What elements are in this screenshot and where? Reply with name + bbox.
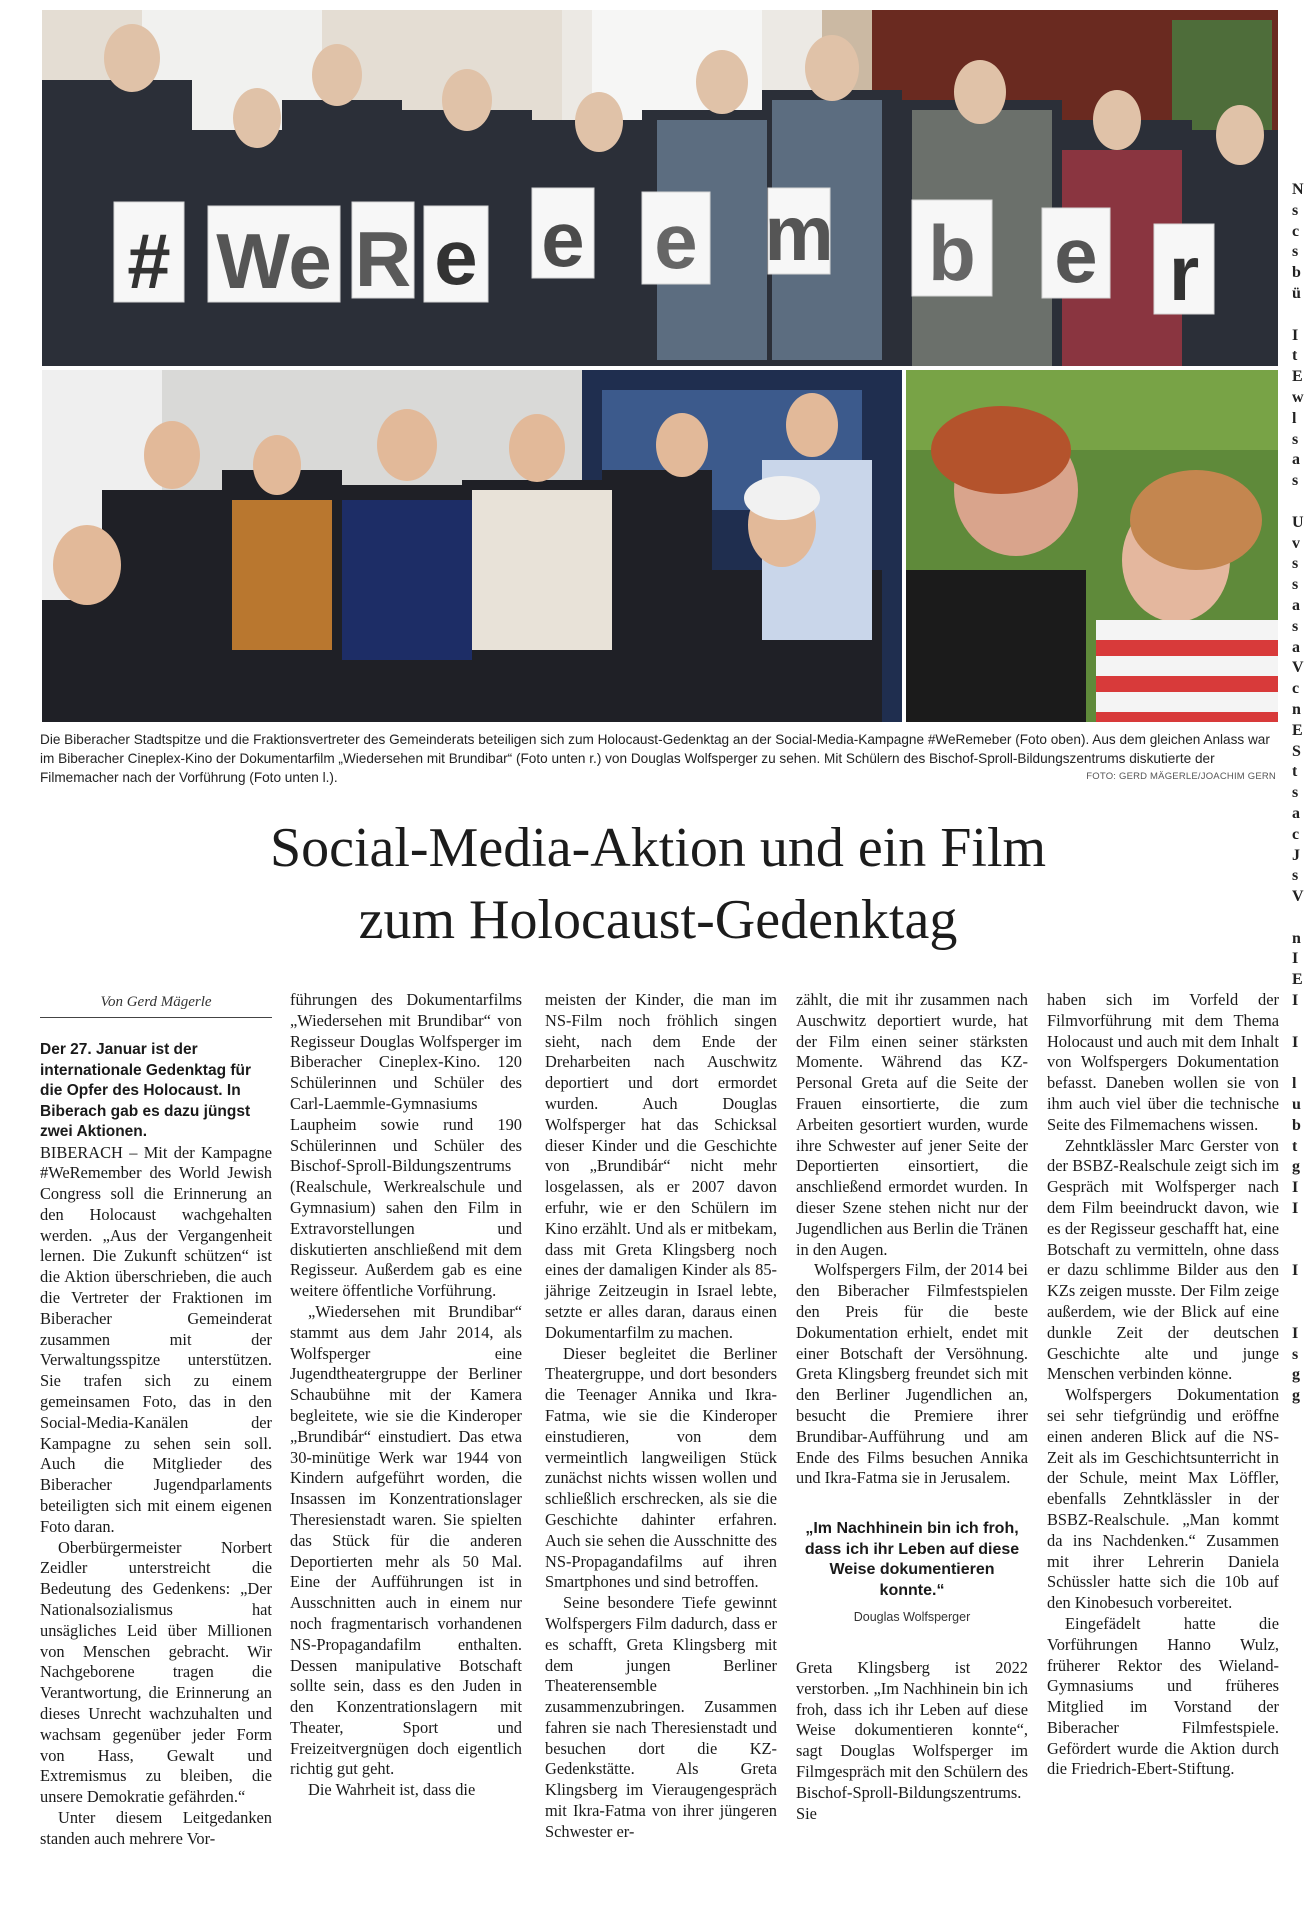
edge-letter [1292, 492, 1300, 513]
photo-credit: FOTO: GERD MÄGERLE/JOACHIM GERN [1086, 771, 1276, 782]
edge-letter [1292, 1012, 1300, 1033]
photo-students-discussion [42, 370, 902, 722]
edge-letter [1292, 1282, 1300, 1303]
photo-weremember-group [42, 10, 1278, 366]
edge-letter: S [1292, 742, 1301, 760]
edge-letter: I [1292, 950, 1299, 968]
photo-caption: Die Biberacher Stadtspitze und die Fraktionsvertreter des Gemeinderats beteiligen sich zum Holocaust-Gedenktag an der Social-Media-Kampagne #WeRemeber (Foto oben). Aus dem gleichen Anlass war im Biberacher Cineplex-Kino der Dokumentarfilm „Wiedersehen mit Brundibar“ (Foto unten r.) von Douglas Wolfsperger zu sehen. Mit Schülern des Bischof-Sproll-Bildungszentrums diskutierte der Filmemacher nach der Vorführung (Foto unten l.). [40, 732, 1270, 785]
letter-card-6: e [654, 197, 698, 285]
edge-letter: E [1292, 721, 1303, 739]
edge-letter: c [1292, 680, 1300, 698]
edge-letter: t [1292, 347, 1298, 365]
edge-letter: s [1292, 201, 1299, 219]
letter-card-7: m [764, 189, 834, 277]
paragraph: Wolfspergers Dokumentation sei sehr tiefgründig und eröffne einen anderen Blick auf die NS-Zeit als im Geschichtsunterricht in der Schule, meint Max Löffler, ebenfalls Zehntklässler in der BSBZ-Realschule. „Man kommt da ins Nachdenken.“ Zusammen mit ihrer Lehrerin Daniela Schüssler hatte sich die 10b auf den Kinobesuch vorbereitet. [1047, 1385, 1279, 1613]
letter-card-8: b [928, 209, 976, 297]
paragraph: Seine besondere Tiefe gewinnt Wolfspergers Film dadurch, dass er es schafft, Greta Klingsberg mit dem jungen Berliner Theaterensemble zusammenzubringen. Zusammen fahren sie nach Theresienstadt und besuchen dort die KZ-Gedenkstätte. Als Greta Klingsberg im Vieraugengespräch mit Ikra-Fatma von ihrer jüngeren Schwester er- [545, 1593, 777, 1841]
paragraph: meisten der Kinder, die man im NS-Film noch fröhlich singen sieht, nach dem Ende der Dreharbeiten nach Auschwitz deportiert und dort ermordet wurden. Auch Douglas Wolfsperger hat das Schicksal dieser Kinder und die Geschichte von „Brundibár“ nicht mehr losgelassen, als er 2007 davon erfuhr, wie er den Schülern im Kino erzählt. Und als er mitbekam, dass mit Greta Klingsberg noch eines der damaligen Kinder als 85-jährige Zeitzeugin in Israel lebte, setzte er alles daran, daraus einen Dokumentarfilm zu machen. [545, 990, 777, 1342]
edge-letter: n [1292, 700, 1301, 718]
edge-letter: s [1292, 784, 1299, 802]
letter-card-1: # [127, 217, 171, 305]
edge-letter: a [1292, 596, 1300, 614]
paragraph: „Wiedersehen mit Brundibar“ stammt aus dem Jahr 2014, als Wolfsperger eine Jugendtheatergruppe der Berliner Schaubühne mit der Kamera begleitete, wie sie die Kinderoper „Brundibár“ einstudiert. Das etwa 30-minütige Werk war 1944 von Kindern aufgeführt worden, die Insassen im Konzentrationslager Theresienstadt waren. Sie spielten das Stück für die anderen Deportierten mehr als 50 Mal. Eine der Aufführungen ist in Ausschnitten auch in einem nur noch fragmentarisch vorhandenen NS-Propagandafilm enthalten. Dessen manipulative Botschaft sollte sein, dass es den Juden in den Konzentrationslagern mit Theater, Sport und Freizeitvergnügen doch eigentlich richtig gut geht. [290, 1301, 522, 1779]
edge-letter: l [1292, 1075, 1297, 1093]
edge-letter: s [1292, 243, 1299, 261]
paragraph: Greta Klingsberg ist 2022 verstorben. „Im Nachhinein bin ich froh, dass ich ihr Leben auf diese Weise dokumentieren konnte“, sagt Douglas Wolfsperger im Filmgespräch mit den Schülern des Bischof-Sproll-Bildungszentrums. Sie [796, 1657, 1028, 1823]
edge-letter: a [1292, 804, 1300, 822]
edge-letter [1292, 1053, 1300, 1074]
letter-card-5: e [541, 195, 585, 283]
edge-letter: s [1292, 1345, 1299, 1363]
paragraph: Unter diesem Leitgedanken standen auch mehrere Vor- [40, 1808, 272, 1848]
paragraph: führungen des Dokumentarfilms „Wiedersehen mit Brundibar“ von Regisseur Douglas Wolfsperger im Biberacher Cineplex-Kino. 120 Schülerinnen und Schüler des Carl-Laemmle-Gymnasiums Laupheim sowie rund 190 Schülerinnen und Schüler des Bischof-Sproll-Bildungszentrums (Realschule, Werkrealschule und Gymnasium) sahen den Film in Extravorstellungen und diskutierten anschließend mit dem Regisseur. Außerdem gab es eine weitere öffentliche Vorführung. [290, 990, 522, 1301]
edge-letter: s [1292, 430, 1299, 448]
edge-letter: a [1292, 638, 1300, 656]
edge-letter: n [1292, 929, 1301, 947]
edge-letter: b [1292, 264, 1301, 282]
edge-letter: V [1292, 888, 1304, 906]
edge-letter [1292, 1241, 1300, 1262]
edge-letter: N [1292, 181, 1304, 198]
edge-letter: g [1292, 1387, 1300, 1405]
edge-letter: s [1292, 472, 1299, 490]
adjacent-article-edge [1292, 180, 1304, 1926]
edge-letter: b [1292, 1116, 1301, 1134]
edge-letter: I [1292, 1179, 1299, 1197]
edge-letter: s [1292, 555, 1299, 573]
edge-letter: E [1292, 971, 1303, 989]
edge-letter: s [1292, 617, 1299, 635]
edge-letter: I [1292, 1262, 1299, 1280]
edge-letter: U [1292, 513, 1304, 531]
paragraph: BIBERACH – Mit der Kampagne #WeRemember des World Jewish Congress soll die Erinnerung an den Holocaust wachgehalten werden. „Aus der Vergangenheit lernen. Die Zukunft schützen“ ist die Aktion überschrieben, die auch die Vertreter der Fraktionen im Biberacher Gemeinderat zusammen mit der Verwaltungsspitze unterstützen. Sie trafen sich zu einem gemeinsamen Foto, das in den Social-Media-Kanälen der Kampagne zu sehen sein soll. Auch die Mitglieder des Biberacher Jugendparlaments beteiligten sich mit einem eigenen Foto daran. [40, 1142, 272, 1536]
edge-letter: u [1292, 1096, 1301, 1114]
edge-letter: s [1292, 576, 1299, 594]
edge-letter [1292, 908, 1300, 929]
edge-letter: I [1292, 1200, 1299, 1218]
edge-letter: a [1292, 451, 1300, 469]
edge-letter: E [1292, 368, 1303, 386]
edge-letter: t [1292, 1137, 1298, 1155]
edge-letter: ü [1292, 284, 1301, 302]
edge-letter: J [1292, 846, 1300, 864]
edge-letter: I [1292, 326, 1299, 344]
article-column-5 [1047, 990, 1279, 1915]
paragraph: Oberbürgermeister Norbert Zeidler unterstreicht die Bedeutung des Gedenkens: „Der Nationalsozialismus hat unsägliches Leid über Millionen von Menschen gebracht. Wir Nachgeborene tragen die Verantwortung, die Erinnerung an dieses Unrecht wachzuhalten und wachsam gegenüber jeder Form von Hass, Gewalt und Extremismus zu bleiben, die unsere Demokratie gefährden.“ [40, 1537, 272, 1807]
edge-letter: w [1292, 388, 1304, 406]
edge-letter: g [1292, 1158, 1300, 1176]
article-column-3 [545, 990, 777, 1915]
edge-letter: I [1292, 992, 1299, 1010]
edge-letter: V [1292, 659, 1304, 677]
edge-letter: c [1292, 222, 1300, 240]
photo-film-still [906, 370, 1278, 722]
paragraph: haben sich im Vorfeld der Filmvorführung mit dem Thema Holocaust und auch mit dem Inhalt von Wolfspergers Dokumentation befasst. Daneben wollen sie von ihm auch viel über die technische Seite des Filmemachens wissen. [1047, 990, 1279, 1134]
paragraph: Eingefädelt hatte die Vorführungen Hanno Wulz, früherer Rektor des Wieland-Gymnasiums und früheres Mitglied im Vorstand der Biberacher Filmfestspiele. Gefördert wurde die Aktion durch die Friedrich-Ebert-Stiftung. [1047, 1613, 1279, 1779]
pull-quote-text: „Im Nachhinein bin ich froh, dass ich ihr Leben auf diese Weise dokumentieren konnte.“ [804, 1520, 1020, 1599]
letter-card-2: We [216, 217, 332, 305]
edge-letter: v [1292, 534, 1300, 552]
edge-letter [1292, 305, 1300, 326]
edge-letter: I [1292, 1324, 1299, 1342]
letter-card-9: e [1054, 211, 1098, 299]
edge-letter: c [1292, 825, 1300, 843]
article-lead: Der 27. Januar ist der internationale Gedenktag für die Opfer des Holocaust. In Biberach gab es dazu jüngst zwei Aktionen. [40, 1041, 252, 1140]
edge-letter [1292, 1220, 1300, 1241]
letter-card-4: e [434, 213, 478, 301]
edge-letter: s [1292, 867, 1299, 885]
article-column-1 [40, 1040, 272, 1915]
article-column-2 [290, 990, 522, 1915]
edge-letter: l [1292, 409, 1297, 427]
paragraph: Dieser begleitet die Berliner Theatergruppe, und dort besonders die Teenager Annika und Ikra-Fatma, wie sie die Kinderoper einstudieren, von dem vermeintlich langweiligen Stück zunächst nichts wissen wollen und schließlich erschrecken, als sie die Geschichte dahinter erfahren. Auch sie sehen die Ausschnitte des NS-Propagandafilms auf ihren Smartphones und sind betroffen. [545, 1343, 777, 1592]
headline-line-2: zum Holocaust-Gedenktag [358, 889, 958, 951]
paragraph: zählt, die mit ihr zusammen nach Auschwitz deportiert wurde, hat der Film einen seiner stärksten Momente. Während das KZ-Personal Greta auf die Seite der Frauen einsortierte, die zum Arbeiten gesortiert wurden, wurde ihre Schwester auf jener Seite der Deportierten einsortiert, die anschließend ermordet wurden. In dieser Szene stehen nicht nur der Jugendlichen aus Berlin die Tränen in den Augen. [796, 990, 1028, 1259]
pull-quote-author: Douglas Wolfsperger [853, 1610, 971, 1625]
edge-letter [1292, 1303, 1300, 1324]
letter-card-3: R [354, 215, 412, 303]
headline-line-1: Social-Media-Aktion und ein Film [269, 817, 1047, 879]
edge-letter: t [1292, 763, 1298, 781]
paragraph: Die Wahrheit ist, dass die [308, 1780, 476, 1800]
pull-quote [804, 1519, 1020, 1628]
paragraph: Wolfspergers Film, der 2014 bei den Biberacher Filmfestspielen den Preis für die beste Dokumentation erhielt, endet mit einer Botschaft der Versöhnung. Greta Klingsberg freundet sich mit den Berliner Jugendlichen an, besucht die Premiere ihrer Brundibar-Aufführung und am Ende des Films besuchen Annika und Ikra-Fatma sie in Jerusalem. [796, 1260, 1028, 1488]
byline: Von Gerd Mägerle [40, 994, 272, 1018]
headline [40, 812, 1276, 956]
edge-letter: g [1292, 1366, 1300, 1384]
letter-card-10: r [1168, 229, 1200, 317]
edge-letter: I [1292, 1033, 1299, 1051]
article-column-4 [796, 990, 1028, 1915]
paragraph: Zehntklässler Marc Gerster von der BSBZ-Realschule zeigt sich im Gespräch mit Wolfsperger nach dem Film beeindruckt davon, wie es der Regisseur geschafft hat, eine Botschaft zu vermitteln, ohne dass er dazu schlimme Bilder aus den KZs zeigen musste. Der Film zeige außerdem, wie der Blick auf eine dunkle Zeit der deutschen Geschichte alte und junge Menschen verbinden könne. [1047, 1135, 1279, 1384]
